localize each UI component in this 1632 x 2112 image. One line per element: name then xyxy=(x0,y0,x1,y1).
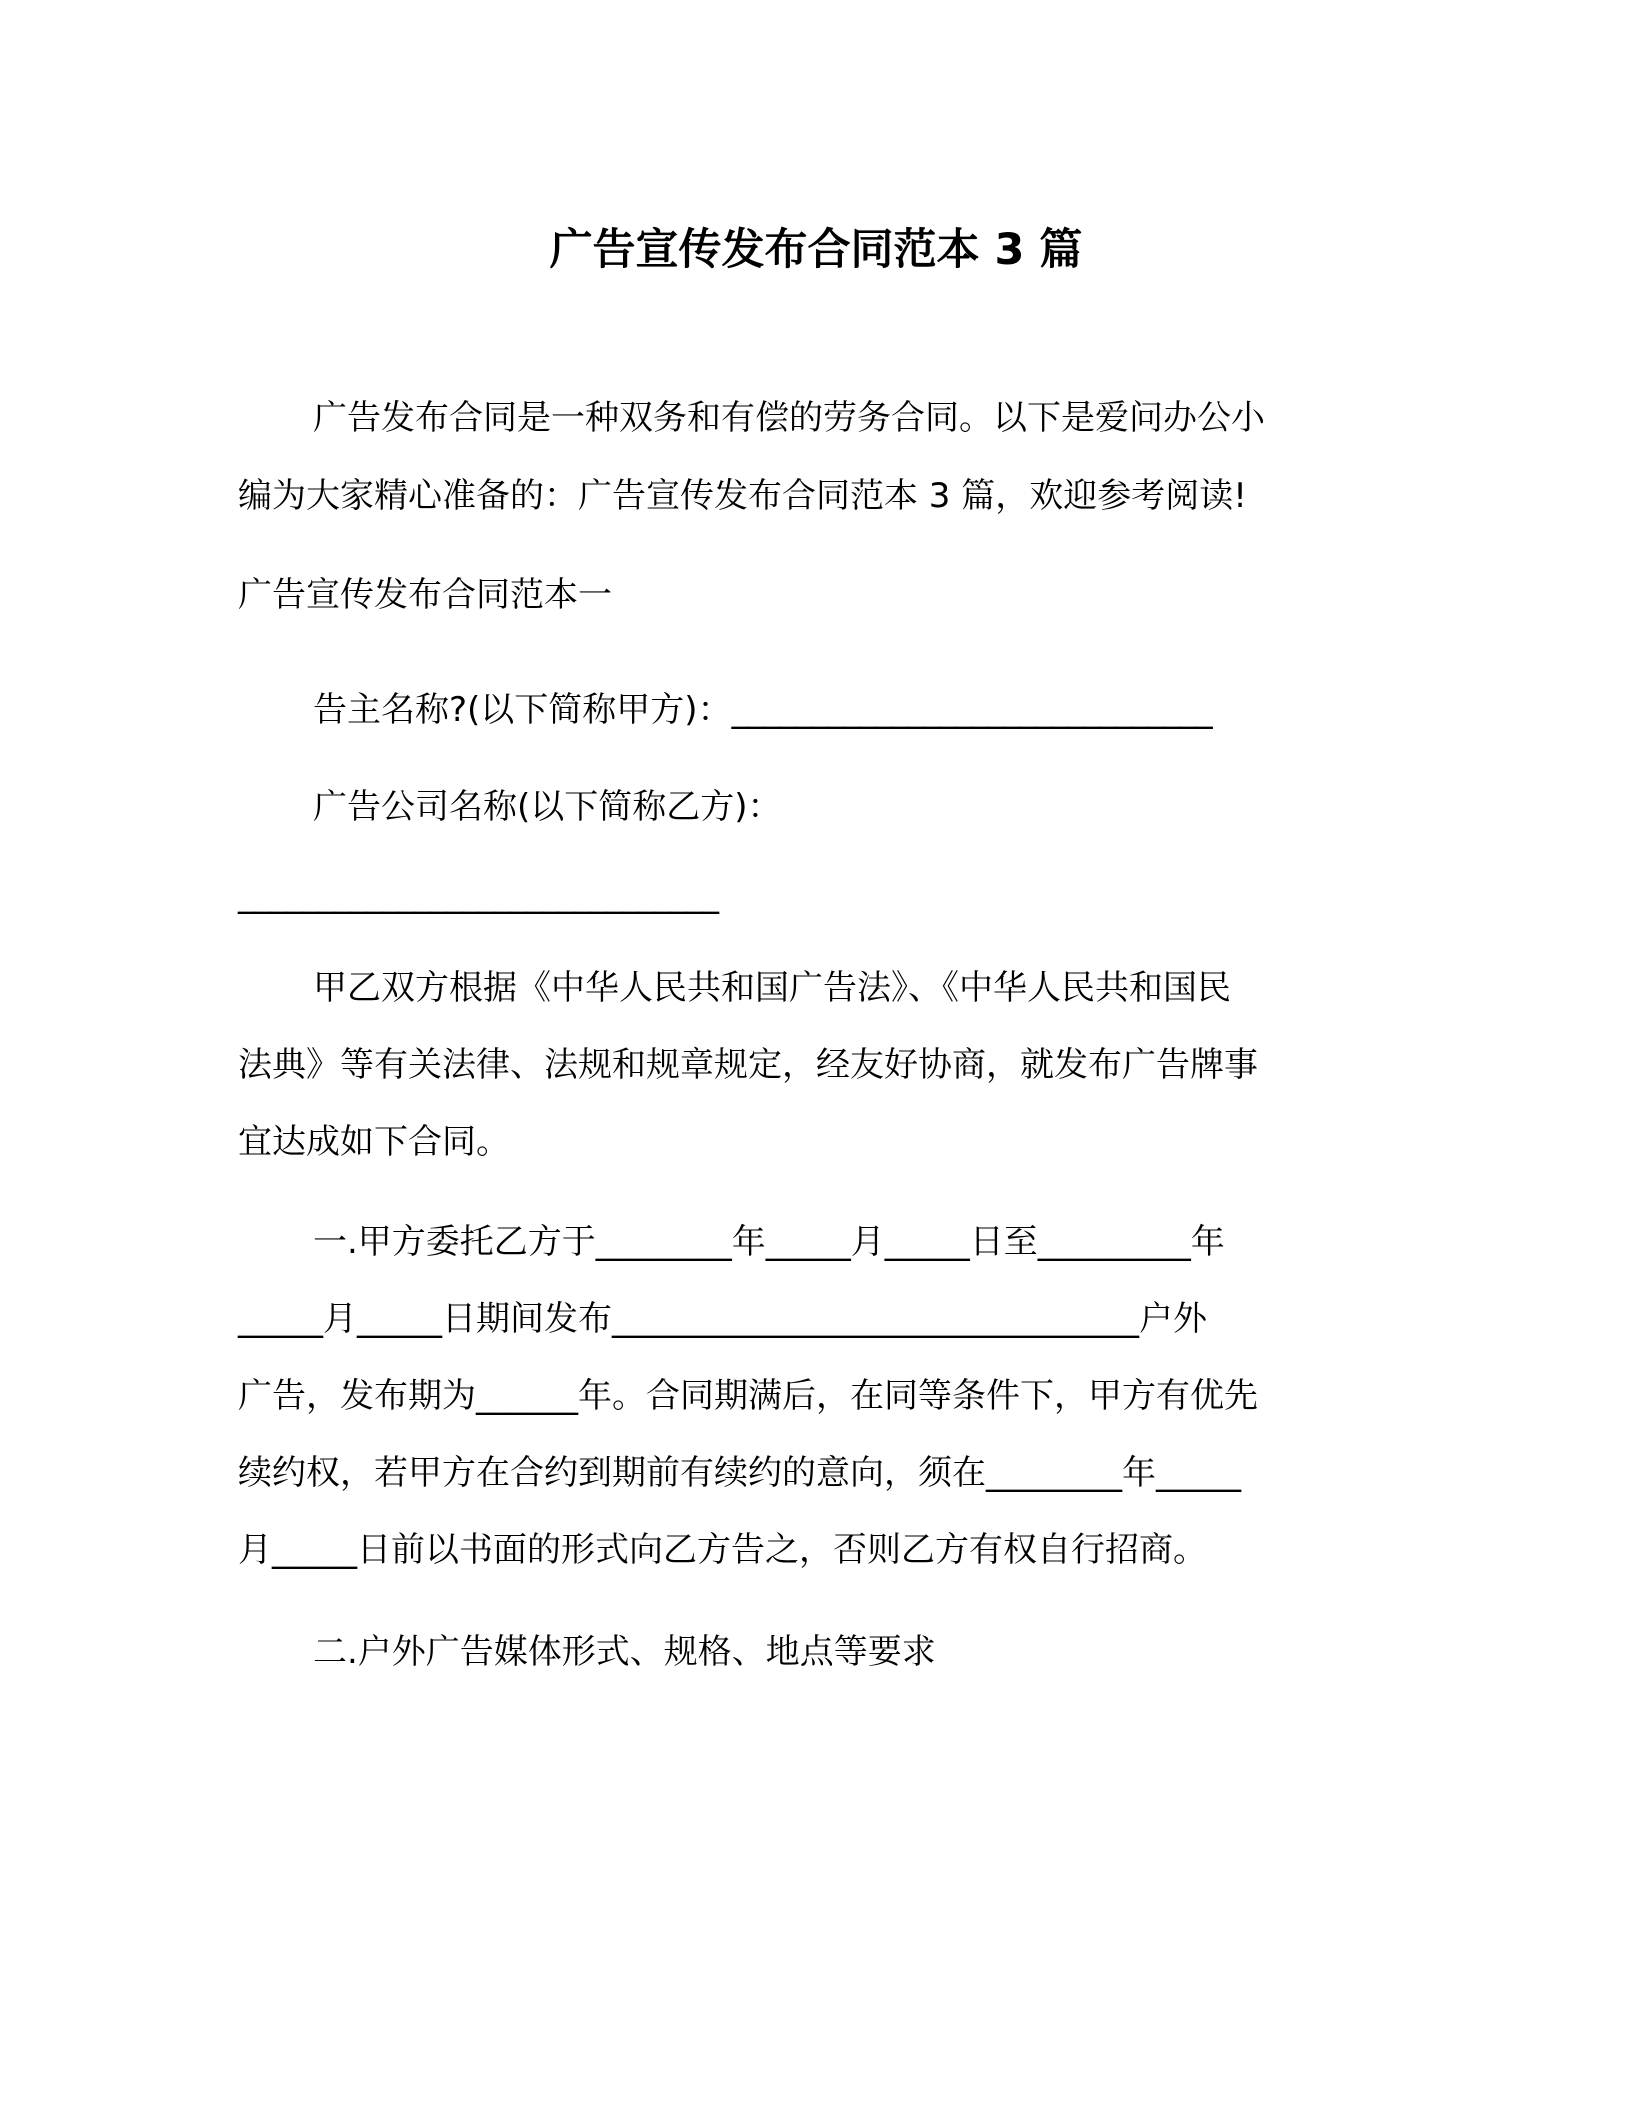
clause2-heading: 二.户外广告媒体形式、规格、地点等要求 xyxy=(313,1632,936,1672)
section-heading: 广告宣传发布合同范本一 xyxy=(238,575,612,615)
party-a-blank[interactable]: ______________________________ xyxy=(731,690,1212,730)
clause1-line-4: 续约权，若甲方在合约到期前有续约的意向，须在________年_____ xyxy=(238,1453,1241,1493)
preamble-line-3: 宜达成如下合同。 xyxy=(238,1122,510,1162)
intro-line-1: 广告发布合同是一种双务和有偿的劳务合同。以下是爱问办公小 xyxy=(313,398,1265,438)
intro-line-2: 编为大家精心准备的：广告宣传发布合同范本 3 篇，欢迎参考阅读! xyxy=(238,476,1247,516)
document-title: 广告宣传发布合同范本 3 篇 xyxy=(549,225,1083,275)
party-a-field xyxy=(313,688,1453,732)
clause1-line-2: _____月_____日期间发布_______________________________户外 xyxy=(238,1299,1207,1339)
clause1-line-1: 一.甲方委托乙方于________年_____月_____日至_________年 xyxy=(313,1222,1225,1262)
preamble-line-1: 甲乙双方根据《中华人民共和国广告法》、《中华人民共和国民 xyxy=(313,968,1231,1008)
preamble-line-2: 法典》等有关法律、法规和规章规定，经友好协商，就发布广告牌事 xyxy=(238,1045,1258,1085)
party-a-label: 告主名称?(以下简称甲方)： xyxy=(313,690,732,730)
clause1-line-5: 月_____日前以书面的形式向乙方告之，否则乙方有权自行招商。 xyxy=(238,1530,1207,1570)
party-b-label: 广告公司名称(以下简称乙方)： xyxy=(313,787,782,827)
clause1-line-3: 广告，发布期为______年。合同期满后，在同等条件下，甲方有优先 xyxy=(238,1376,1258,1416)
party-b-blank[interactable]: ______________________________ xyxy=(238,875,718,915)
